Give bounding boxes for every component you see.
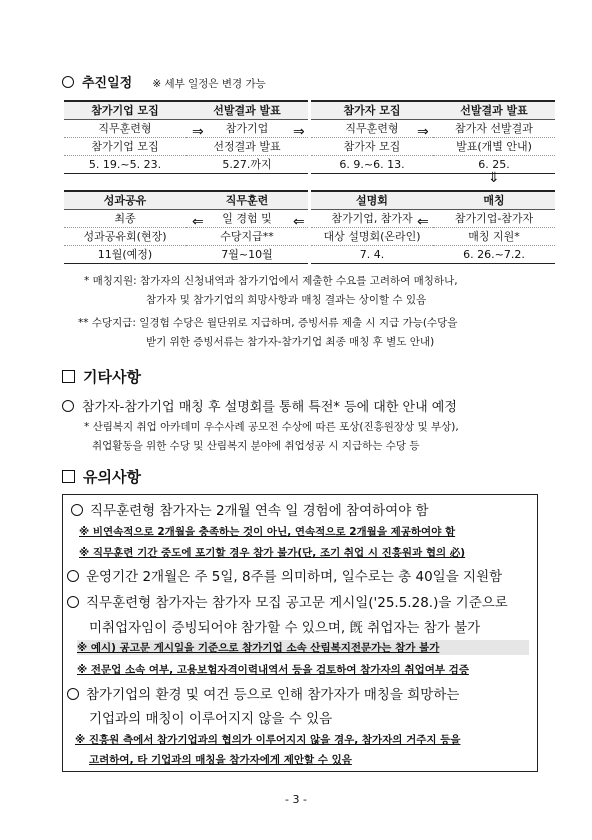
left-arrow-icon: ⇐	[417, 214, 429, 230]
schedule-step-participant-recruit: 참가자 모집 직무훈련형 참가자 모집 6. 9.~6. 13.	[311, 100, 433, 174]
caution-bullet-1: 직무훈련형 참가자는 2개월 연속 일 경험에 참여하여야 함	[71, 499, 429, 519]
schedule-change-note: ※ 세부 일정은 변경 가능	[152, 78, 266, 90]
right-arrow-icon: ⇒	[417, 124, 429, 140]
left-arrow-icon: ⇐	[192, 214, 204, 230]
caution-3-line2: 미취업자임이 증빙되어야 참가할 수 있으며, 旣 취업자는 참가 불가	[89, 620, 481, 636]
left-arrow-icon: ⇐	[293, 214, 305, 230]
caution-3-note-1: ※ 예시) 공고문 게시일을 기준으로 참가기업 소속 산림복지전문가는 참가 불가	[77, 640, 529, 655]
schedule-step-briefing: 설명회 참가기업, 참가자 대상 설명회(온라인) 7. 4.	[311, 190, 433, 264]
caution-3-note-2: ※ 전문업 소속 여부, 고용보험자격이력내역서 등을 검토하여 참가자의 취업여부 검증	[77, 664, 469, 676]
schedule-step-results-sharing: 성과공유 최종 성과공유회(현장) 11월(예정)	[64, 190, 186, 264]
caution-1-note-1: ※ 비연속적으로 2개월을 충족하는 것이 아닌, 연속적으로 2개월을 제공하여야 함	[79, 526, 456, 538]
caution-bullet-4: 참가기업의 환경 및 여건 등으로 인해 참가자가 매칭을 희망하는	[67, 683, 459, 703]
circle-bullet-icon	[67, 596, 79, 608]
cautions-box	[62, 494, 538, 772]
caution-4-note-1: ※ 진흥원 측에서 참가기업과의 협의가 이루어지지 않을 경우, 참가자의 거주지 등을	[75, 734, 461, 746]
schedule-step-company-result: 선발결과 발표 참가기업 선정결과 발표 5.27.까지	[186, 100, 308, 174]
square-bullet-icon	[62, 470, 75, 483]
caution-bullet-2: 운영기간 2개월은 주 5일, 8주를 의미하며, 일수로는 총 40일을 지원함	[67, 565, 502, 585]
other-sub-line1: * 산림복지 취업 아카데미 우수사례 공모전 수상에 따른 포상(진흥원장상 및 부상),	[84, 421, 459, 433]
section-title-cautions: 유의사항	[62, 466, 141, 487]
circle-bullet-icon	[71, 504, 83, 516]
circle-bullet-icon	[62, 400, 74, 412]
footnote-matching-line1: * 매칭지원: 참가자의 신청내역과 참가기업에서 제출한 수요를 고려하여 매칭하나,	[84, 275, 458, 287]
section-title-other: 기타사항	[62, 366, 141, 387]
circle-bullet-icon	[67, 570, 79, 582]
schedule-step-job-training: 직무훈련 일 경험 및 수당지급** 7월~10월	[186, 190, 308, 264]
page-number: - 3 -	[285, 793, 307, 806]
caution-4-line2: 기업과의 매칭이 이루어지지 않을 수 있음	[89, 711, 333, 727]
caution-1-note-2: ※ 직무훈련 기간 중도에 포기할 경우 참가 불가(단, 조기 취업 시 진흥원과 협의 必)	[79, 547, 466, 559]
caution-4-note-2: 고려하여, 타 기업과의 매칭을 참가자에게 제안할 수 있음	[89, 754, 352, 766]
down-arrow-icon: ⇓	[488, 170, 500, 186]
schedule-step-company-recruit: 참가기업 모집 직무훈련형 참가기업 모집 5. 19.~5. 23.	[64, 100, 186, 174]
schedule-step-matching: 매칭 참가기업-참가자 매칭 지원* 6. 26.~7.2.	[433, 190, 555, 264]
right-arrow-icon: ⇒	[192, 124, 204, 140]
other-bullet: 참가자-참가기업 매칭 후 설명회를 통해 특전* 등에 대한 안내 예정	[62, 396, 457, 415]
footnote-allowance-line2: 받기 위한 증빙서류는 참가자-참가기업 최종 매칭 후 별도 안내)	[146, 336, 435, 348]
footnote-allowance-line1: ** 수당지급: 일경험 수당은 월단위로 지급하며, 증빙서류 제출 시 지급 가능(수당을	[78, 317, 458, 329]
circle-bullet-icon	[67, 688, 79, 700]
caution-bullet-3: 직무훈련형 참가자는 참가자 모집 공고문 게시일('25.5.28.)을 기준으로	[67, 591, 508, 611]
schedule-step-participant-result: 선발결과 발표 참가자 선발결과 발표(개별 안내) 6. 25.	[433, 100, 555, 174]
section-title-schedule: 추진일정 ※ 세부 일정은 변경 가능	[62, 72, 266, 91]
footnote-matching-line2: 참가자 및 참가기업의 희망사항과 매칭 결과는 상이할 수 있음	[146, 294, 427, 306]
right-arrow-icon: ⇒	[293, 124, 305, 140]
square-bullet-icon	[62, 370, 75, 383]
circle-bullet-icon	[62, 76, 74, 88]
other-sub-line2: 취업활동을 위한 수당 및 산림복지 분야에 취업성공 시 지급하는 수당 등	[92, 440, 420, 452]
